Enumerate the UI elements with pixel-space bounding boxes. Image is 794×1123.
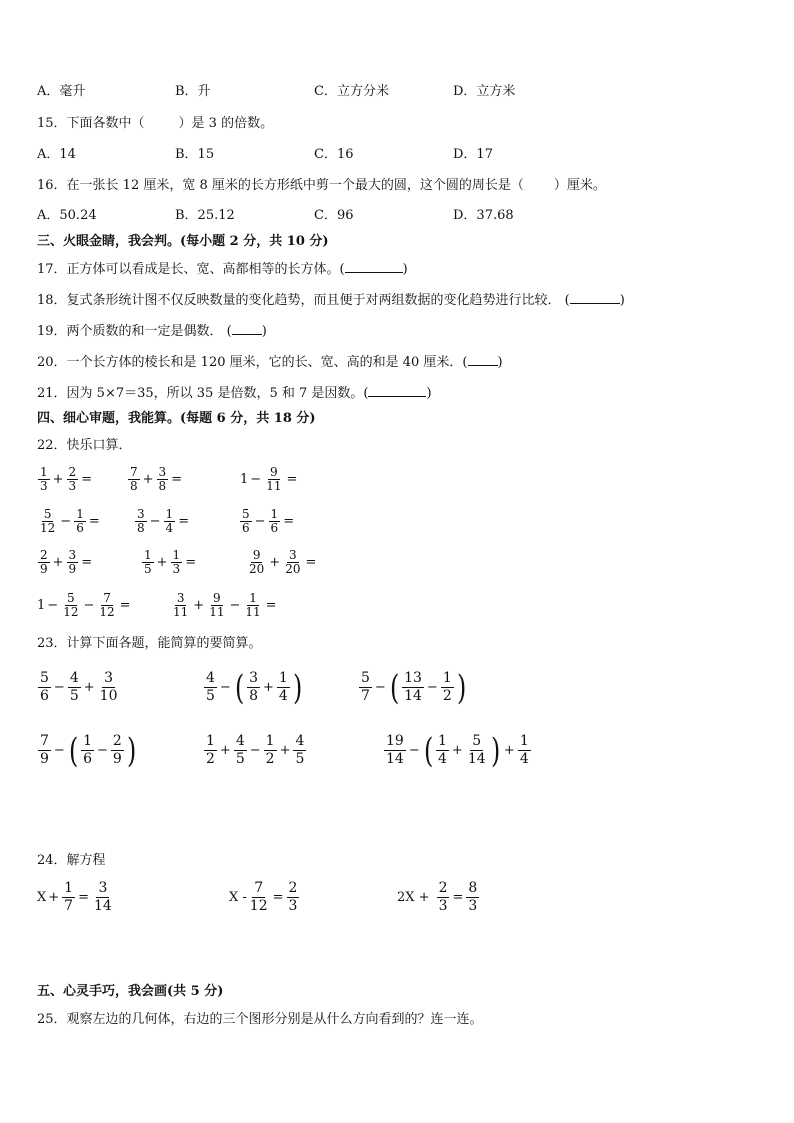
q23-expr-6: $\frac{19}{14}$ − ( $\frac{1}{4}$ + $\frac{5}{14}$ ) + $\frac{1}{4}$	[386, 730, 529, 771]
answer-blank[interactable]	[570, 291, 620, 304]
section-5-heading: 五、心灵手巧，我会画(共 5 分)	[37, 984, 224, 999]
q14-option-a: A．毫升	[37, 84, 86, 99]
q22-expr-9: $\frac{9}{20}$ + $\frac{3}{20}$ =	[249, 548, 317, 576]
q15-question: 15．下面各数中（ ）是 3 的倍数。	[37, 116, 274, 131]
q22-expr-5: $\frac{3}{8}$ − $\frac{1}{4}$ =	[137, 507, 190, 535]
q14-option-d: D．立方米	[453, 84, 516, 99]
q25-question: 25．观察左边的几何体，右边的三个图形分别是从什么方向看到的？连一连。	[37, 1012, 483, 1027]
q22-expr-2: $\frac{7}{8}$ + $\frac{3}{8}$ =	[130, 465, 183, 493]
q24-equation-2: X - $\frac{7}{12}$ = $\frac{2}{3}$	[229, 880, 298, 914]
q20-question: 20．一个长方体的棱长和是 120 厘米，它的长、宽、高的和是 40 厘米．( )	[37, 355, 503, 370]
q16-option-c: C．96	[314, 208, 354, 223]
q16-question: 16．在一张长 12 厘米，宽 8 厘米的长方形纸中剪一个最大的圆，这个圆的周长是（ ）厘米。	[37, 178, 606, 193]
q19-question: 19．两个质数的和一定是偶数． ( )	[37, 324, 267, 339]
q15-option-a: A．14	[37, 147, 76, 162]
q23-expr-1: $\frac{5}{6}$ − $\frac{4}{5}$ + $\frac{3}{10}$	[40, 670, 118, 704]
section-4-heading: 四、细心审题，我能算。(每题 6 分，共 18 分)	[37, 411, 316, 426]
q22-expr-10: 1 − $\frac{5}{12}$ − $\frac{7}{12}$ =	[37, 591, 131, 619]
q22-expr-3: 1 − $\frac{9}{11}$ =	[240, 465, 298, 493]
answer-blank[interactable]	[368, 384, 426, 397]
q22-expr-4: $\frac{5}{12}$ − $\frac{1}{6}$ =	[40, 507, 100, 535]
answer-blank[interactable]	[232, 322, 262, 335]
q22-title: 22．快乐口算．	[37, 438, 132, 453]
q15-option-b: B．15	[175, 147, 215, 162]
q23-expr-3: $\frac{5}{7}$ − ( $\frac{13}{14}$ − $\frac{1}{2}$ )	[361, 667, 467, 708]
q15-option-c: C．16	[314, 147, 354, 162]
q14-option-c: C．立方分米	[314, 84, 389, 99]
q23-expr-4: $\frac{7}{9}$ − ( $\frac{1}{6}$ − $\frac{2}{9}$ )	[40, 730, 137, 771]
q22-expr-7: $\frac{2}{9}$ + $\frac{3}{9}$ =	[40, 548, 93, 576]
q23-expr-5: $\frac{1}{2}$ + $\frac{4}{5}$ − $\frac{1}{2}$ + $\frac{4}{5}$	[206, 733, 305, 767]
answer-blank[interactable]	[345, 260, 403, 273]
q23-title: 23．计算下面各题，能简算的要简算。	[37, 636, 262, 651]
section-3-heading: 三、火眼金睛，我会判。(每小题 2 分，共 10 分)	[37, 234, 329, 249]
q21-question: 21．因为 5×7＝35，所以 35 是倍数，5 和 7 是因数。( )	[37, 386, 432, 401]
q16-option-b: B．25.12	[175, 208, 235, 223]
q22-expr-11: $\frac{3}{11}$ + $\frac{9}{11}$ − $\frac{1}{11}$ =	[173, 591, 277, 619]
q24-title: 24．解方程	[37, 853, 106, 868]
q14-option-b: B．升	[175, 84, 211, 99]
q23-expr-2: $\frac{4}{5}$ − ( $\frac{3}{8}$ + $\frac{1}{4}$ )	[206, 667, 303, 708]
q24-equation-3: 2X + $\frac{2}{3}$ = $\frac{8}{3}$	[397, 880, 478, 914]
q24-equation-1: X + $\frac{1}{7}$ = $\frac{3}{14}$	[37, 880, 112, 914]
q16-option-d: D．37.68	[453, 208, 514, 223]
q15-option-d: D．17	[453, 147, 493, 162]
q22-expr-6: $\frac{5}{6}$ − $\frac{1}{6}$ =	[242, 507, 295, 535]
q22-expr-8: $\frac{1}{5}$ + $\frac{1}{3}$ =	[144, 548, 197, 576]
q18-question: 18．复式条形统计图不仅反映数量的变化趋势，而且便于对两组数据的变化趋势进行比较． ( )	[37, 293, 625, 308]
q16-option-a: A．50.24	[37, 208, 97, 223]
q22-expr-1: $\frac{1}{3}$ + $\frac{2}{3}$ =	[40, 465, 93, 493]
q17-question: 17．正方体可以看成是长、宽、高都相等的长方体。( )	[37, 262, 408, 277]
answer-blank[interactable]	[468, 353, 498, 366]
